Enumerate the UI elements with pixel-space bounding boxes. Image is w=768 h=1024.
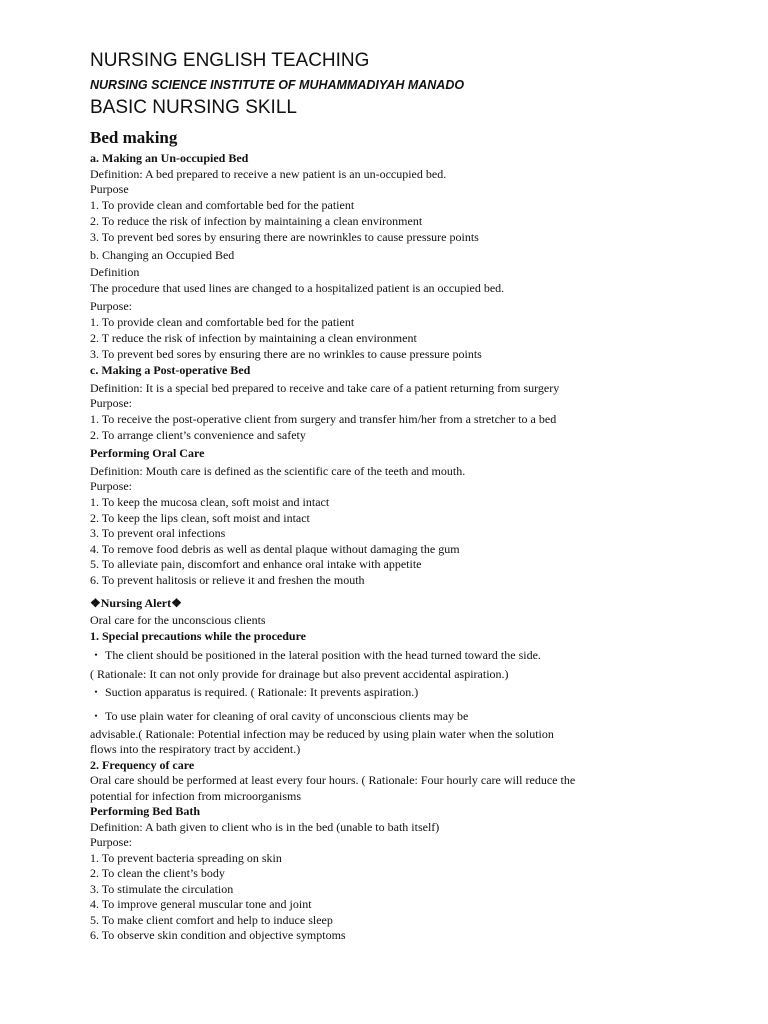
document-subtitle: BASIC NURSING SKILL xyxy=(90,97,297,118)
purpose-label: Purpose: xyxy=(90,396,132,410)
list-item: 2. T reduce the risk of infection by maintaining a clean environment xyxy=(90,331,417,345)
list-item: 3. To prevent bed sores by ensuring there are no wrinkles to cause pressure points xyxy=(90,347,482,361)
rationale-text: ( Rationale: It can not only provide for drainage but also prevent accidental aspiration.) xyxy=(90,667,509,681)
section-heading-oral-care: Performing Oral Care xyxy=(90,446,205,460)
list-item: 3. To prevent bed sores by ensuring there are nowrinkles to cause pressure points xyxy=(90,230,479,244)
list-item: 1. To provide clean and comfortable bed for the patient xyxy=(90,198,355,212)
list-item: 2. To clean the client’s body xyxy=(90,866,225,880)
frequency-title: 2. Frequency of care xyxy=(90,758,195,772)
frequency-text: Oral care should be performed at least every four hours. ( Rationale: Four hourly care will reduce the xyxy=(90,773,576,787)
list-item: 1. To provide clean and comfortable bed for the patient xyxy=(90,315,355,329)
list-item: 3. To stimulate the circulation xyxy=(90,882,234,896)
section-heading-bed-making: Bed making xyxy=(90,128,178,147)
list-item: 2. To keep the lips clean, soft moist and intact xyxy=(90,511,310,525)
frequency-text: potential for infection from microorganisms xyxy=(90,789,302,803)
list-item: 6. To observe skin condition and objective symptoms xyxy=(90,928,346,942)
subsection-title-post-operative-bed: c. Making a Post-operative Bed xyxy=(90,363,251,377)
definition-text: Definition: It is a special bed prepared to receive and take care of a patient returning from surgery xyxy=(90,381,560,395)
purpose-label: Purpose: xyxy=(90,479,132,493)
alert-intro: Oral care for the unconscious clients xyxy=(90,613,266,627)
bullet-item: ・ The client should be positioned in the lateral position with the head turned toward the side. xyxy=(90,648,541,662)
list-item: 6. To prevent halitosis or relieve it and freshen the mouth xyxy=(90,573,365,587)
purpose-label: Purpose xyxy=(90,182,129,196)
list-item: 5. To alleviate pain, discomfort and enhance oral intake with appetite xyxy=(90,557,422,571)
list-item: 1. To prevent bacteria spreading on skin xyxy=(90,851,282,865)
definition-text: Definition: Mouth care is defined as the scientific care of the teeth and mouth. xyxy=(90,464,466,478)
list-item: 3. To prevent oral infections xyxy=(90,526,226,540)
list-item: 4. To improve general muscular tone and joint xyxy=(90,897,312,911)
subsection-title-unoccupied-bed: a. Making an Un-occupied Bed xyxy=(90,151,249,165)
definition-text: Definition: A bed prepared to receive a new patient is an un-occupied bed. xyxy=(90,167,447,181)
list-item: 1. To keep the mucosa clean, soft moist and intact xyxy=(90,495,330,509)
definition-text: Definition: A bath given to client who is in the bed (unable to bath itself) xyxy=(90,820,440,834)
institute-name: NURSING SCIENCE INSTITUTE OF MUHAMMADIYAH MANADO xyxy=(90,78,465,92)
rationale-text: flows into the respiratory tract by accident.) xyxy=(90,742,301,756)
rationale-text: advisable.( Rationale: Potential infection may be reduced by using plain water when the solution xyxy=(90,727,554,741)
subsection-title-occupied-bed: b. Changing an Occupied Bed xyxy=(90,248,235,262)
bullet-item: ・ Suction apparatus is required. ( Rationale: It prevents aspiration.) xyxy=(90,685,419,699)
list-item: 5. To make client comfort and help to induce sleep xyxy=(90,913,333,927)
list-item: 2. To arrange client’s convenience and safety xyxy=(90,428,306,442)
bullet-item: ・ To use plain water for cleaning of oral cavity of unconscious clients may be xyxy=(90,709,469,723)
list-item: 2. To reduce the risk of infection by maintaining a clean environment xyxy=(90,214,423,228)
document-title: NURSING ENGLISH TEACHING xyxy=(90,50,370,71)
purpose-label: Purpose: xyxy=(90,835,132,849)
purpose-label: Purpose: xyxy=(90,299,132,313)
nursing-alert-heading: ❖Nursing Alert❖ xyxy=(90,596,182,610)
list-item: 1. To receive the post-operative client from surgery and transfer him/her from a stretcher to a bed xyxy=(90,412,557,426)
precautions-title: 1. Special precautions while the procedure xyxy=(90,629,306,643)
definition-text: The procedure that used lines are changed to a hospitalized patient is an occupied bed. xyxy=(90,281,505,295)
section-heading-bed-bath: Performing Bed Bath xyxy=(90,804,200,818)
list-item: 4. To remove food debris as well as dental plaque without damaging the gum xyxy=(90,542,460,556)
definition-label: Definition xyxy=(90,265,140,279)
